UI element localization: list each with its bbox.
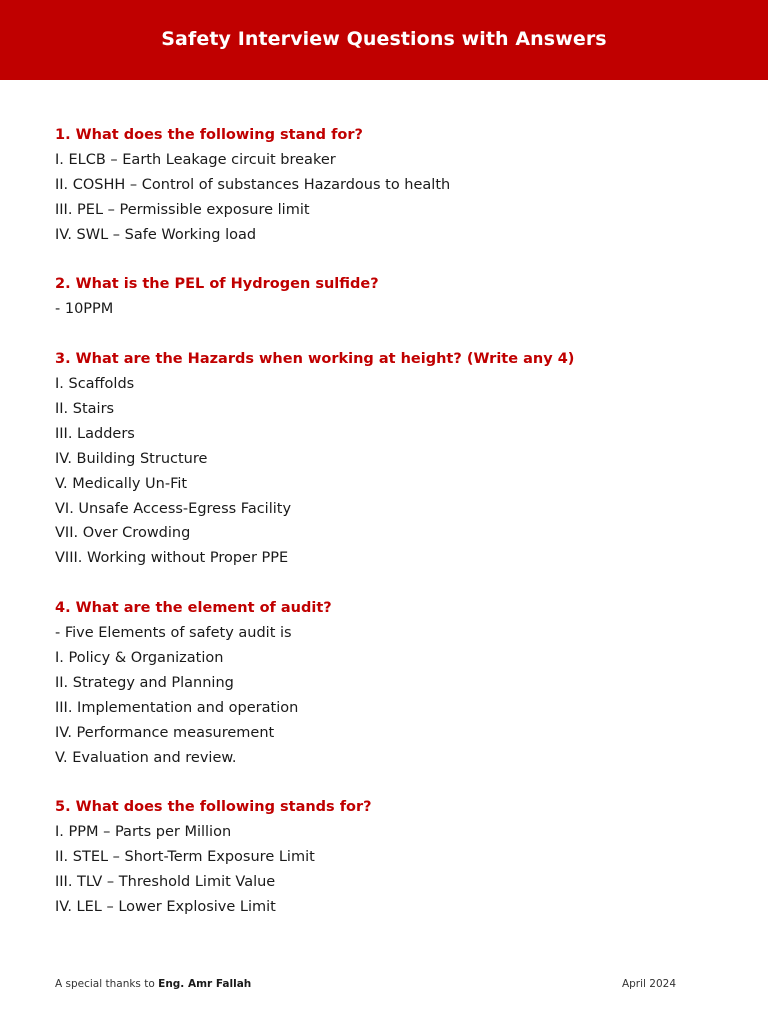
answer-line: I. Policy & Organization	[55, 650, 224, 667]
answer-line: I. ELCB – Earth Leakage circuit breaker	[55, 151, 336, 168]
answer-line: II. Strategy and Planning	[55, 674, 234, 691]
answer-line: III. PEL – Permissible exposure limit	[55, 201, 310, 218]
question-section-3	[55, 347, 735, 571]
answer-line: II. COSHH – Control of substances Hazardous to health	[55, 176, 451, 193]
answer-line: IV. Performance measurement	[55, 724, 275, 741]
footer-thanks-text: A special thanks to	[55, 978, 155, 990]
question-section-1	[55, 123, 735, 247]
answer-line: V. Evaluation and review.	[55, 749, 237, 766]
answer-line: IV. Building Structure	[55, 450, 208, 467]
answer-line: II. STEL – Short-Term Exposure Limit	[55, 849, 315, 866]
question-section-4	[55, 596, 735, 770]
question-section-5	[55, 795, 735, 919]
answer-line: III. TLV – Threshold Limit Value	[55, 874, 276, 891]
answer-line: - Five Elements of safety audit is	[55, 625, 292, 642]
answer-line: VII. Over Crowding	[55, 525, 191, 542]
answer-line: IV. SWL – Safe Working load	[55, 226, 257, 243]
footer-credits	[55, 978, 251, 990]
question-section-2	[55, 272, 735, 322]
footer-date: April 2024	[621, 978, 676, 990]
answer-line: I. PPM – Parts per Million	[55, 824, 232, 841]
answer-line: VIII. Working without Proper PPE	[55, 550, 289, 567]
answer-line: II. Stairs	[55, 401, 115, 418]
qa-content	[55, 123, 735, 945]
answer-line: I. Scaffolds	[55, 376, 135, 393]
answer-line: - 10PPM	[55, 301, 114, 318]
question-heading: 2. What is the PEL of Hydrogen sulfide?	[55, 276, 379, 293]
question-heading: 5. What does the following stands for?	[55, 799, 372, 816]
question-heading: 1. What does the following stand for?	[55, 127, 363, 143]
page-header	[0, 0, 768, 80]
question-heading: 4. What are the element of audit?	[55, 600, 332, 617]
answer-line: IV. LEL – Lower Explosive Limit	[55, 899, 276, 916]
answer-line: III. Ladders	[55, 425, 135, 442]
answer-line: VI. Unsafe Access-Egress Facility	[55, 500, 292, 517]
answer-line: III. Implementation and operation	[55, 699, 299, 716]
answer-line: V. Medically Un-Fit	[55, 475, 188, 492]
question-heading: 3. What are the Hazards when working at height? (Write any 4)	[55, 351, 575, 368]
footer-thanks-name: Eng. Amr Fallah	[158, 978, 252, 990]
page-title: Safety Interview Questions with Answers	[161, 28, 607, 50]
